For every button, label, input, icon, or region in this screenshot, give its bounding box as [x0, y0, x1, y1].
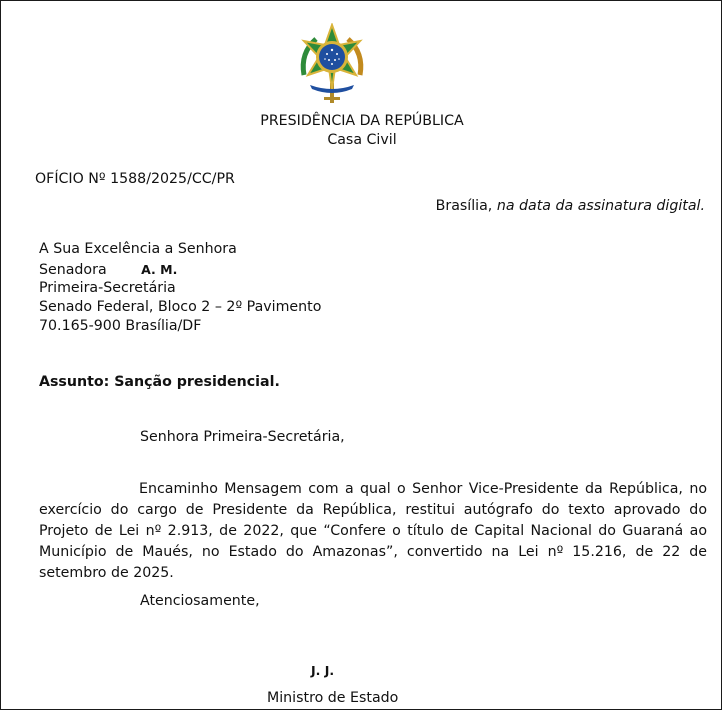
letter-reference: OFÍCIO Nº 1588/2025/CC/PR [35, 171, 235, 187]
place-date [436, 197, 705, 216]
recipient-title-line [39, 260, 177, 280]
brazil-coat-of-arms-icon [290, 23, 374, 107]
date-text: na data da assinatura digital. [496, 198, 705, 214]
body-paragraph: Encaminho Mensagem com a qual o Senhor Vice-Presidente da República, no exercício do cargo de Presidente da República, restitui autógrafo do texto aprovado do Projeto de Lei nº 2.913, de 2022, que “Confere o título de Capital Nacional do Guaraná ao Município de Maués, no Estado do Amazonas”, convertido na Lei nº 15.216, de 22 de setembro de 2025. [39, 481, 707, 581]
place: Brasília, [435, 198, 493, 214]
recipient-city: 70.165-900 Brasília/DF [39, 318, 202, 334]
recipient-name: A. M. [141, 262, 178, 277]
subject-line: Assunto: Sanção presidencial. [39, 374, 280, 390]
department-name: Casa Civil [327, 132, 397, 148]
recipient-title: Senadora [39, 262, 107, 278]
signature-initials: J. J. [311, 663, 335, 678]
signature-title: Ministro de Estado [267, 690, 399, 706]
recipient-role: Primeira-Secretária [39, 280, 176, 296]
recipient-address: Senado Federal, Bloco 2 – 2º Pavimento [39, 299, 322, 315]
institution-name: PRESIDÊNCIA DA REPÚBLICA [260, 113, 464, 129]
recipient-salutation: A Sua Excelência a Senhora [39, 241, 237, 257]
closing: Atenciosamente, [140, 593, 260, 609]
greeting: Senhora Primeira-Secretária, [140, 429, 345, 445]
